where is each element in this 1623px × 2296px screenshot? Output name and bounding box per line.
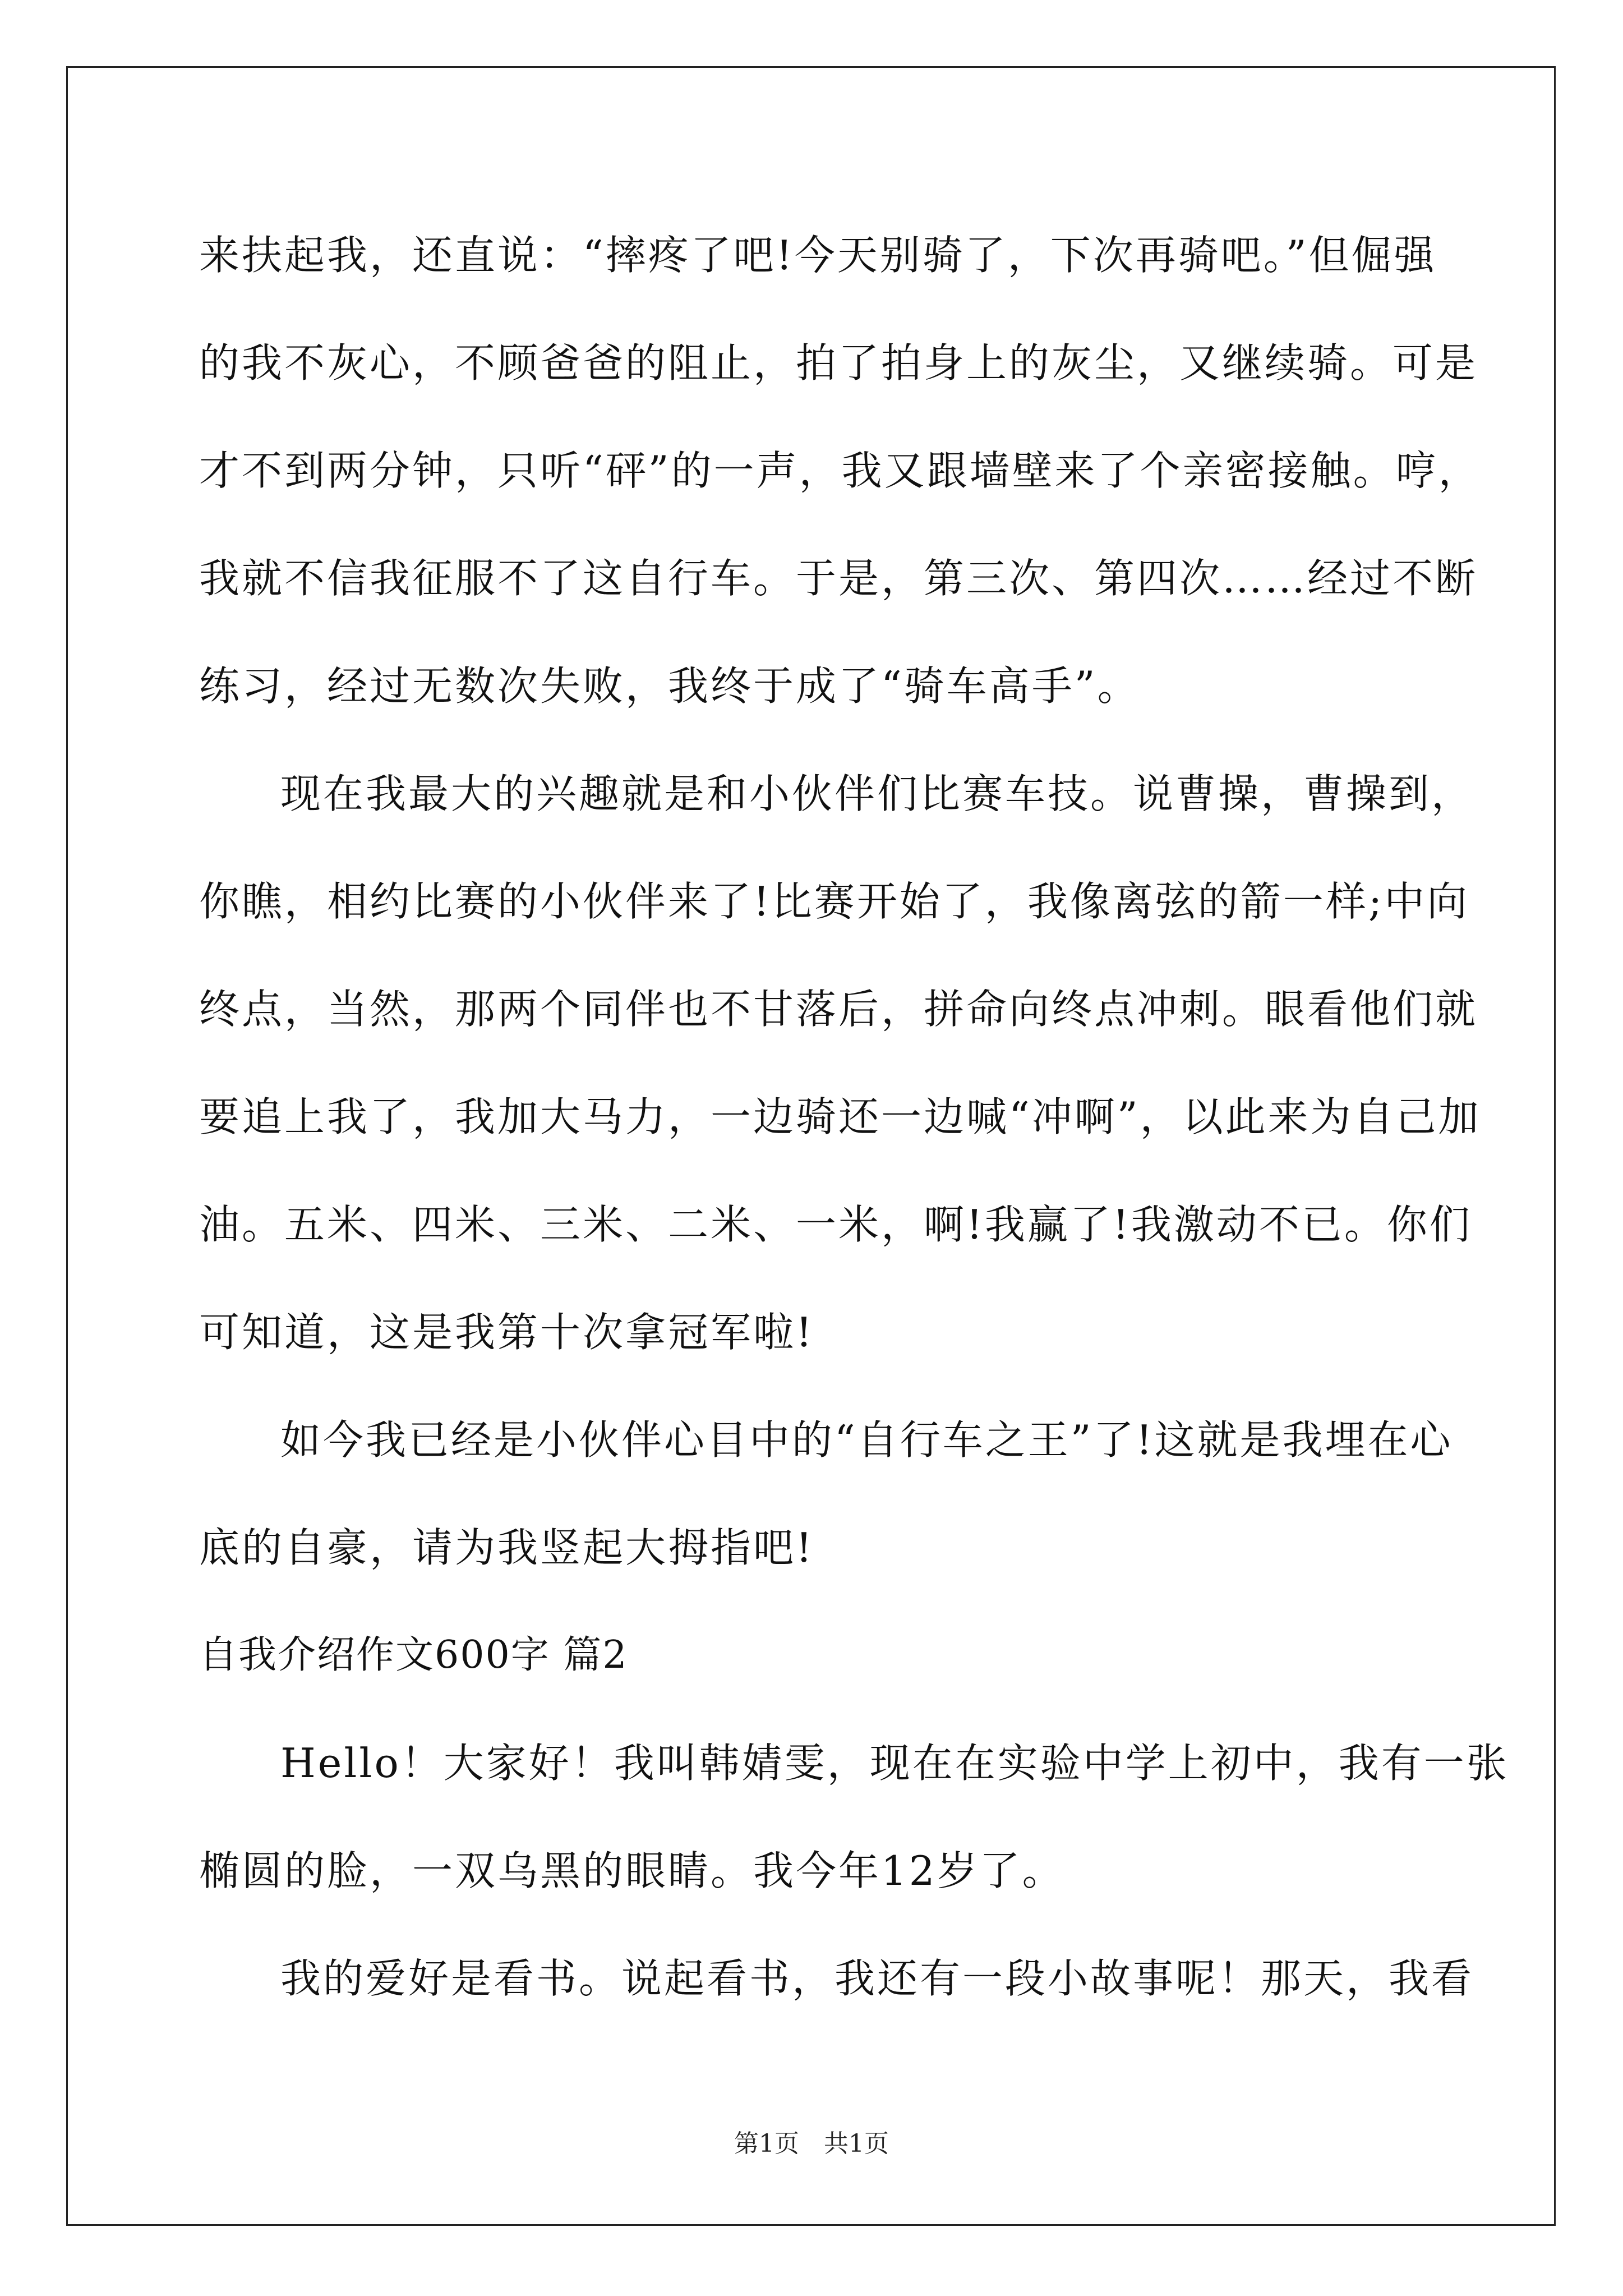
paragraph: [199, 1936, 1474, 2044]
text-line: 练习，经过无数次失败，我终于成了“骑车高手”。: [199, 662, 1140, 710]
document-body: [199, 213, 1509, 2044]
text-line: 椭圆的脸，一双乌黑的眼睛。我今年12岁了。: [199, 1847, 1065, 1894]
text-line: 终点，当然，那两个同伴也不甘落后，拼命向终点冲刺。眼看他们就: [199, 986, 1478, 1033]
paragraph: [199, 1721, 1509, 1936]
paragraph: [199, 213, 1481, 752]
text-line: 可知道，这是我第十次拿冠军啦!: [199, 1309, 814, 1356]
section-heading: 自我介绍作文600字 篇2: [199, 1633, 628, 1677]
text-line: 的我不灰心，不顾爸爸的阻止，拍了拍身上的灰尘，又继续骑。可是: [199, 339, 1478, 386]
text-line: Hello！大家好！我叫韩婧雯，现在在实验中学上初中，我有一张: [280, 1740, 1509, 1787]
text-line: 你瞧，相约比赛的小伙伴来了!比赛开始了，我像离弦的箭一样;中向: [199, 878, 1470, 925]
text-line: 我就不信我征服不了这自行车。于是，第三次、第四次……经过不断: [199, 555, 1478, 602]
text-line: 底的自豪，请为我竖起大拇指吧!: [199, 1524, 814, 1571]
text-line: 要追上我了，我加大马力，一边骑还一边喊“冲啊”，以此来为自己加: [199, 1093, 1481, 1140]
paragraph: [199, 752, 1481, 1398]
paragraph: [199, 1398, 1453, 1613]
text-line: 我的爱好是看书。说起看书，我还有一段小故事呢！那天，我看: [280, 1955, 1474, 2002]
text-line: 油。五米、四米、三米、二米、一米，啊!我赢了!我激动不已。你们: [199, 1201, 1472, 1248]
text-line: 现在我最大的兴趣就是和小伙伴们比赛车技。说曹操，曹操到，: [280, 770, 1474, 817]
page-footer: 第1页 共1页: [734, 2129, 889, 2158]
text-line: 才不到两分钟，只听“砰”的一声，我又跟墙壁来了个亲密接触。哼，: [199, 447, 1481, 494]
text-line: 来扶起我，还直说：“摔疼了吧!今天别骑了，下次再骑吧。”但倔强: [199, 232, 1437, 279]
text-line: 如今我已经是小伙伴心目中的“自行车之王”了!这就是我埋在心: [280, 1416, 1453, 1464]
